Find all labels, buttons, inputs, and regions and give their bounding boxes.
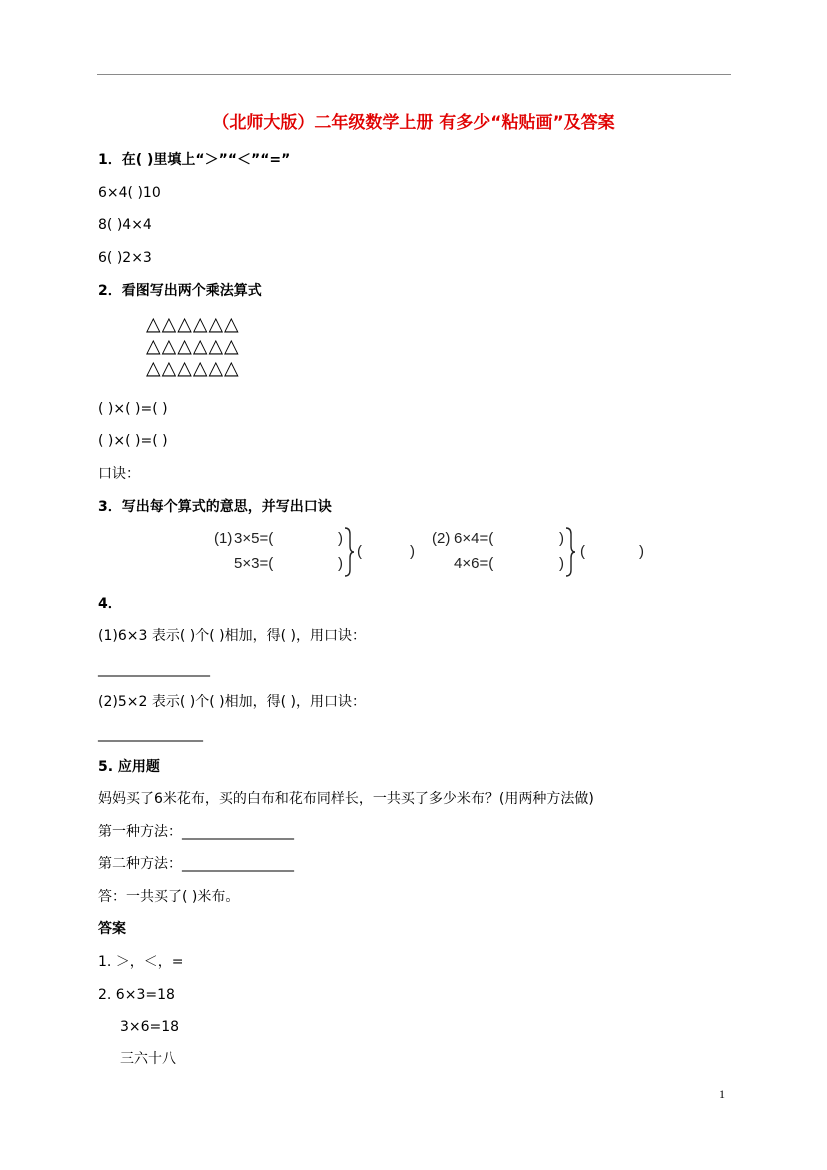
q5-heading: 5. 应用题 [98,759,160,775]
triangle-row-1: △△△△△△ [146,313,240,335]
triangle-row-2: △△△△△△ [146,335,240,357]
answers-heading: 答案 [98,921,126,937]
q1-item-2: 8( )4×4 [98,217,152,233]
q3-group2-brace-icon [564,527,576,577]
q3-group2-answer-close: ) [639,543,644,560]
q4-item-1: (1)6×3 表示( )个( )相加，得( )，用口诀： [98,628,366,644]
q3-group2-eq1: 6×4=( [454,530,494,547]
q3-group1-eq2: 5×3=( [234,555,274,572]
q2-koujue: 口诀： [98,466,140,482]
q3-group2-answer-open: ( [580,543,585,560]
document-title: （北师大版）二年级数学上册 有多少“粘贴画”及答案 [212,113,615,133]
q3-group1-answer-close: ) [410,543,415,560]
q2-heading: 2．看图写出两个乘法算式 [98,283,262,299]
q1-item-3: 6( )2×3 [98,250,152,266]
q3-group1-close-2: ) [338,555,343,572]
q3-group1-answer-open: ( [357,543,362,560]
q3-group1-brace-icon [343,527,355,577]
q3-group1-eq1: 3×5=( [234,530,274,547]
q3-group1-close-1: ) [338,530,343,547]
q4-item-2: (2)5×2 表示( )个( )相加，得( )，用口诀： [98,694,366,710]
q5-answer: 答：一共买了( )米布。 [98,889,240,905]
q5-method-1: 第一种方法：________________ [98,824,294,840]
q4-answer-line-1: ________________ [98,661,210,677]
q2-blank-2: ( )×( )=( ) [98,433,168,449]
q1-item-1: 6×4( )10 [98,185,161,201]
q4-heading: 4． [98,596,122,612]
q4-answer-line-2: _______________ [98,726,203,742]
q2-blank-1: ( )×( )=( ) [98,401,168,417]
q3-group2-eq2: 4×6=( [454,555,494,572]
q3-group2-close-1: ) [559,530,564,547]
header-rule [97,74,731,75]
answer-2-line-1: 2. 6×3=18 [98,987,175,1003]
answer-2-line-3: 三六十八 [120,1051,176,1067]
q3-heading: 3．写出每个算式的意思，并写出口诀 [98,499,332,515]
q3-group1-label: (1) [214,530,233,547]
q3-group2-label: (2) [432,530,451,547]
q3-group2-close-2: ) [559,555,564,572]
q5-problem: 妈妈买了6米花布，买的白布和花布同样长，一共买了多少米布？(用两种方法做) [98,791,594,807]
q5-method-2: 第二种方法：________________ [98,856,294,872]
answer-1: 1. ＞，＜，= [98,954,184,970]
q1-heading: 1．在( )里填上“＞”“＜”“=” [98,152,291,168]
page-number: 1 [719,1087,725,1101]
answer-2-line-2: 3×6=18 [120,1019,180,1035]
triangle-row-3: △△△△△△ [146,357,240,379]
